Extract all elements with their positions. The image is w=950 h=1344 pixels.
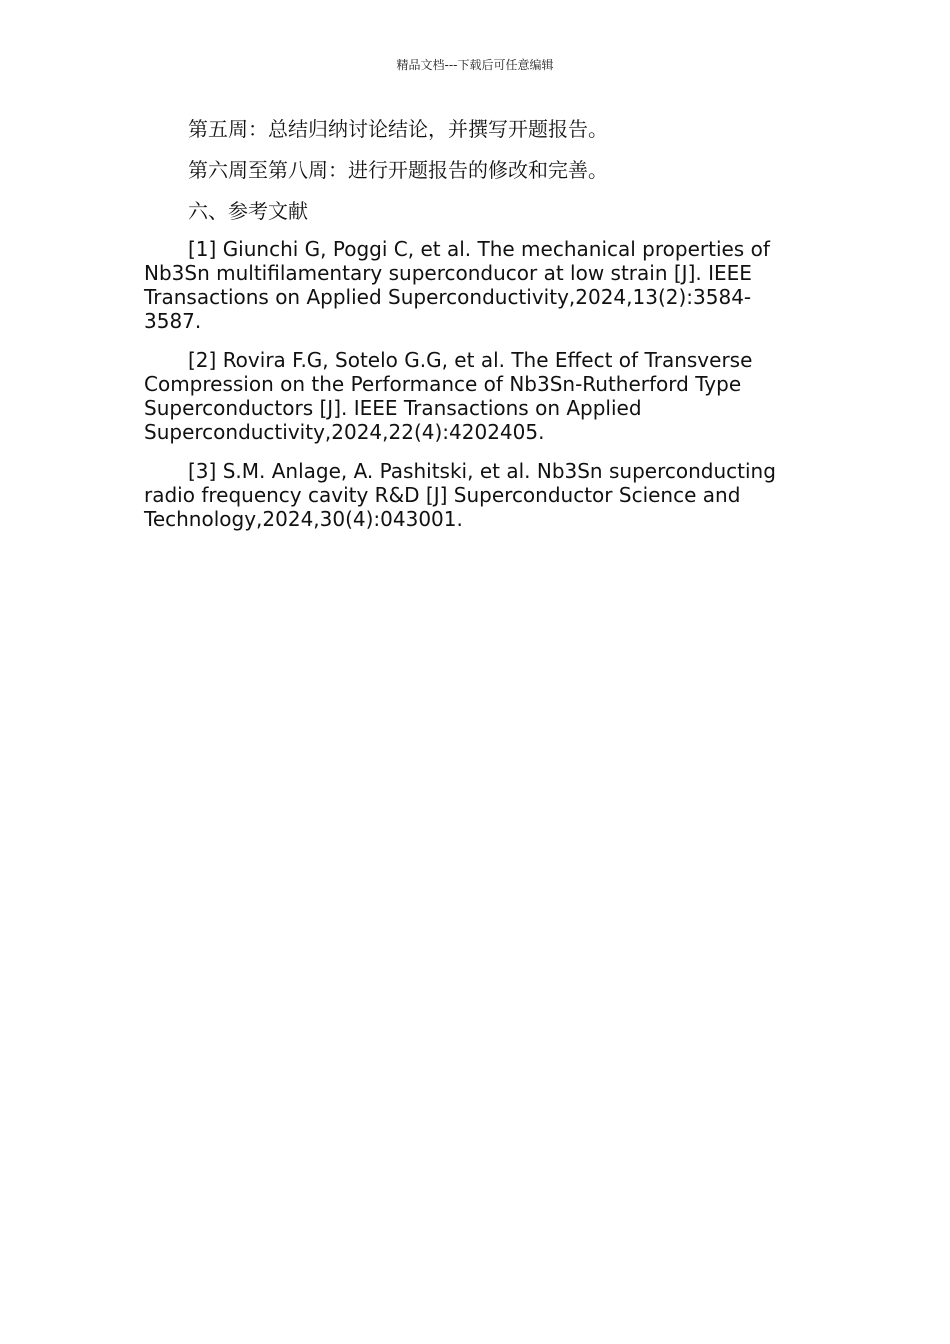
reference-item: [3] S.M. Anlage, A. Pashitski, et al. Nb3Sn superconducting radio frequency cavity R&D [J] Superconductor Science and Technology,2024,30(4):043001.	[144, 459, 776, 531]
references-heading: 六、参考文献	[188, 199, 308, 223]
reference-item: [2] Rovira F.G, Sotelo G.G, et al. The Effect of Transverse Compression on the Performance of Nb3Sn-Rutherford Type Superconductors [J]. IEEE Transactions on Applied Superconductivity,2024,22(4):4202405.	[144, 348, 753, 444]
schedule-week-5: 第五周：总结归纳讨论结论，并撰写开题报告。	[188, 117, 608, 141]
document-body	[144, 114, 808, 546]
schedule-week-6-8: 第六周至第八周：进行开题报告的修改和完善。	[188, 158, 608, 182]
page-header: 精品文档---下载后可任意编辑	[396, 58, 554, 72]
reference-item: [1] Giunchi G, Poggi C, et al. The mechanical properties of Nb3Sn multifilamentary superconducor at low strain [J]. IEEE Transactions on Applied Superconductivity,2024,13(2):3584-3587.	[144, 237, 770, 333]
